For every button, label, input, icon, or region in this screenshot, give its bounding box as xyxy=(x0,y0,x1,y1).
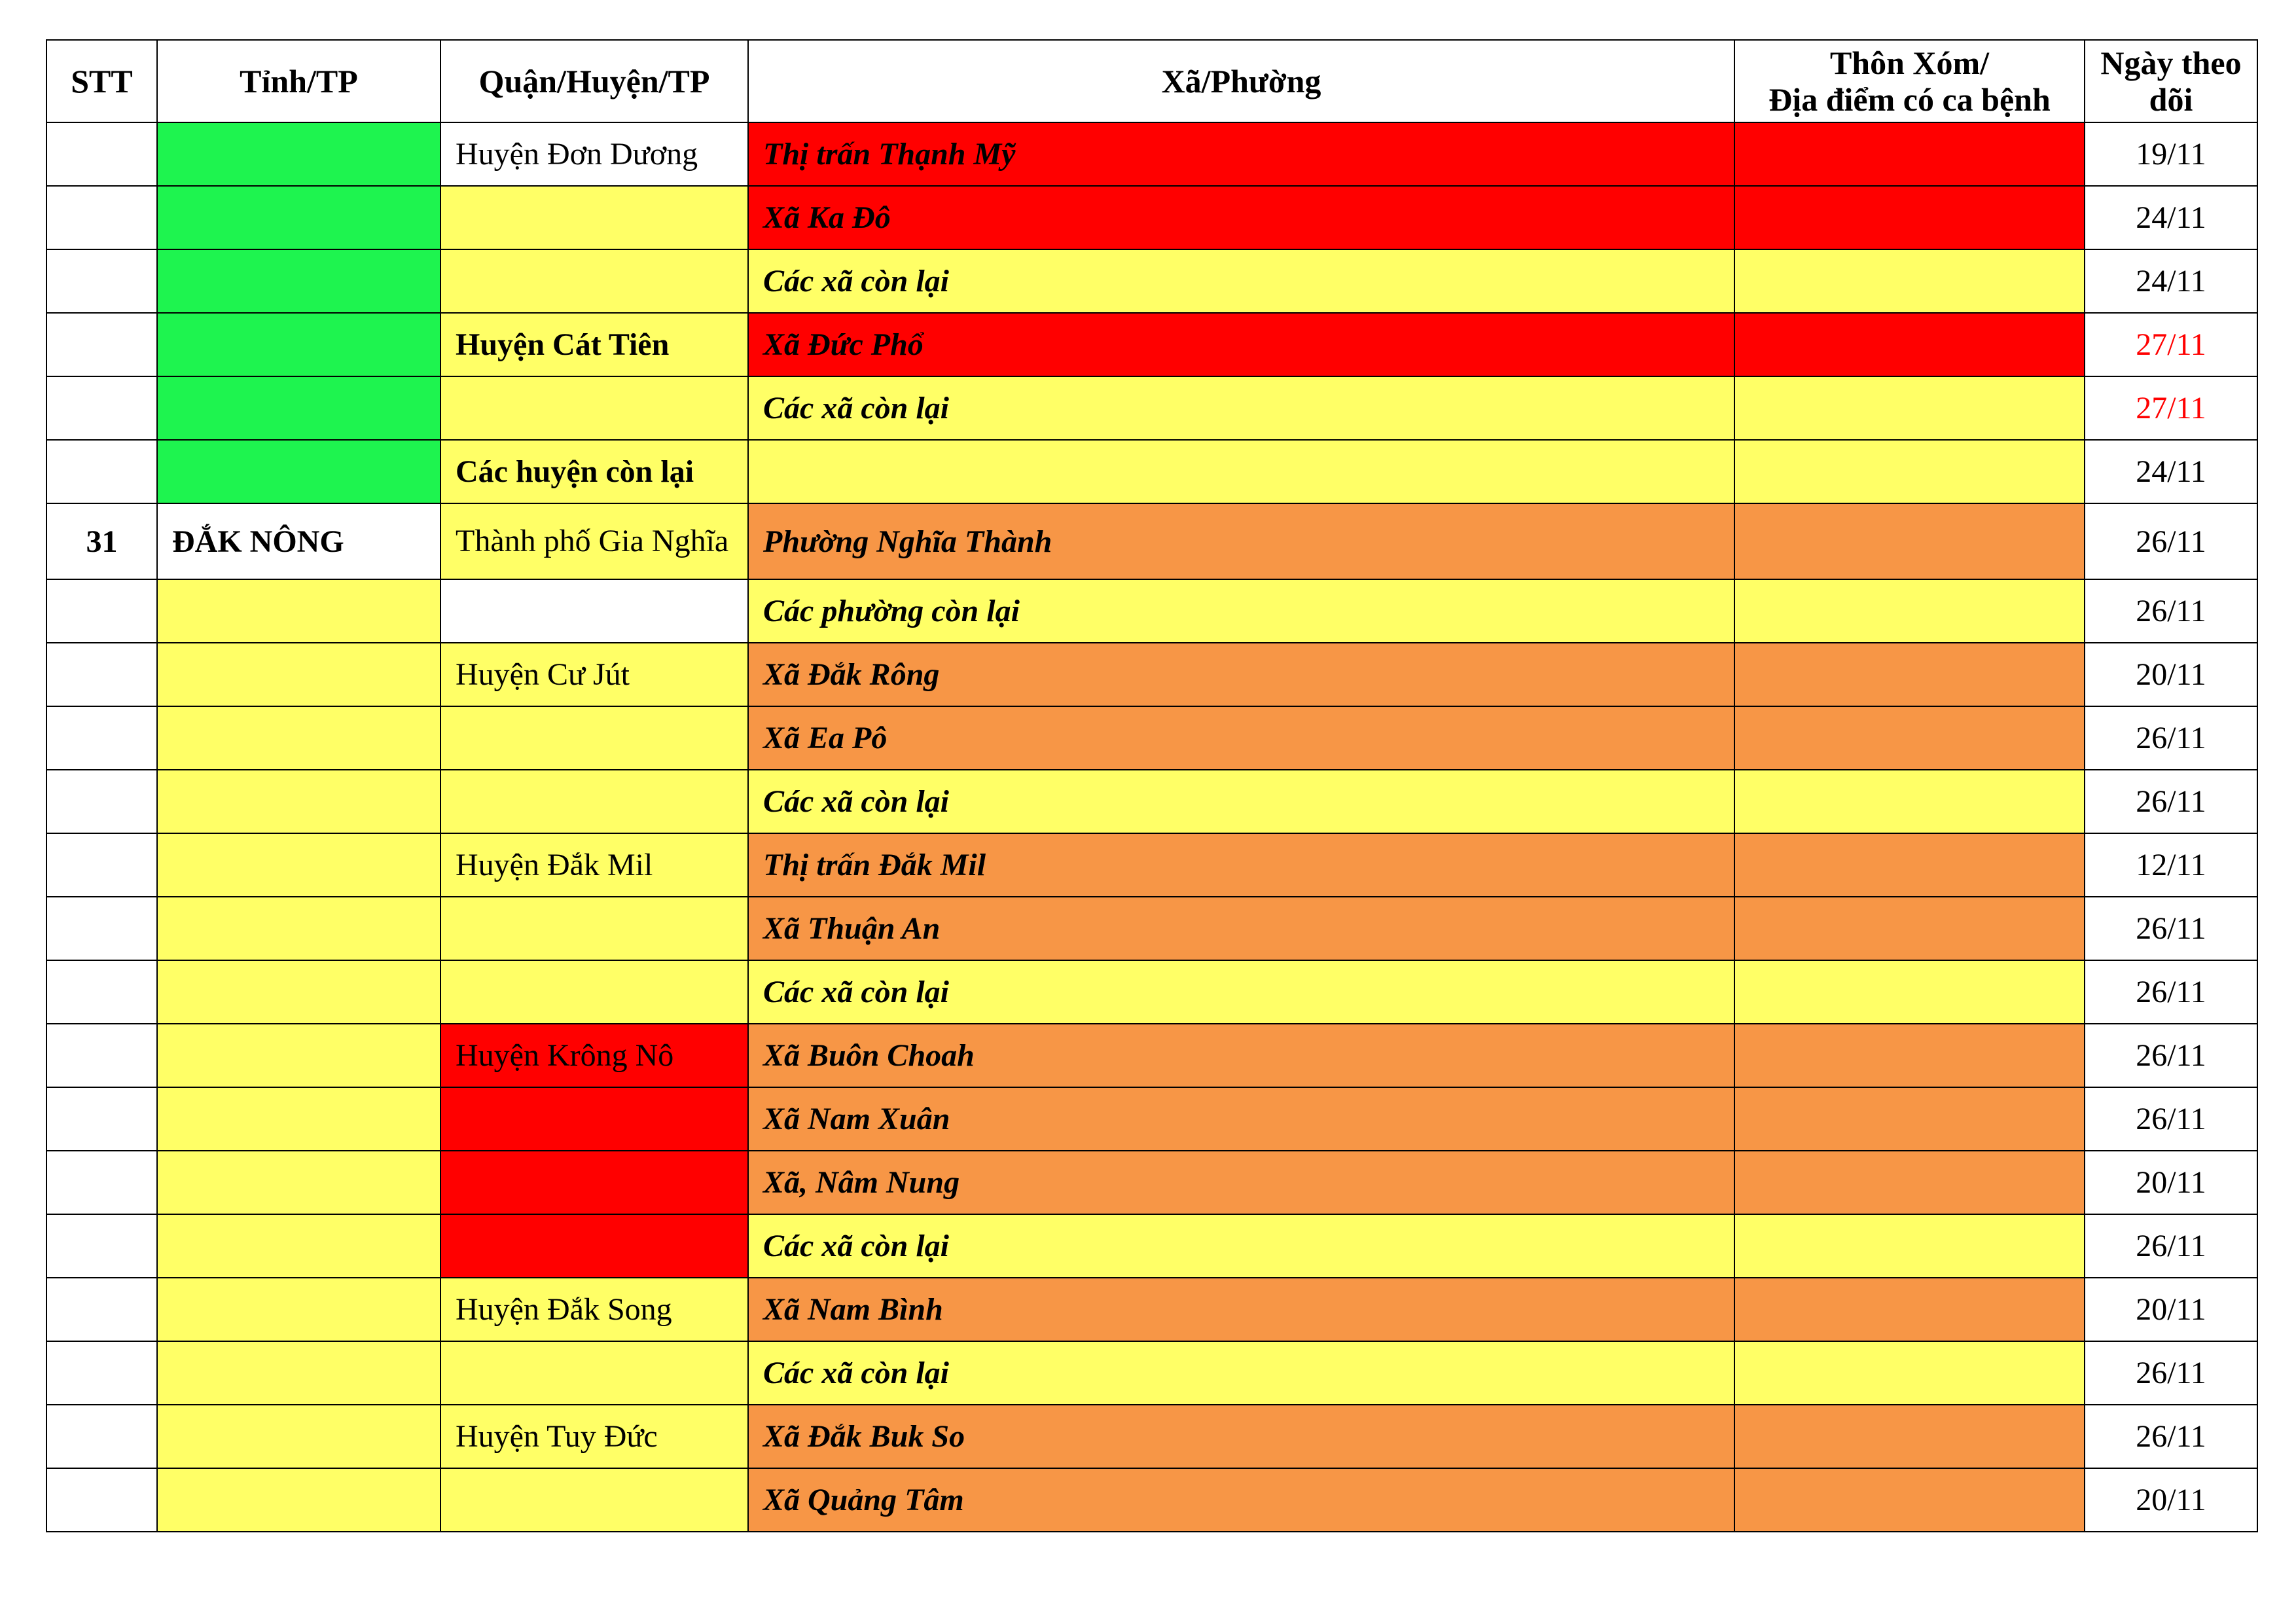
hamlet-cell xyxy=(1734,503,2085,579)
covid-risk-table xyxy=(46,39,2258,1532)
stt-cell xyxy=(46,186,157,249)
commune-cell: Thị trấn Đắk Mil xyxy=(748,833,1734,897)
hamlet-cell xyxy=(1734,643,2085,706)
province-cell xyxy=(157,122,440,186)
table-row xyxy=(46,643,2257,706)
province-cell xyxy=(157,1278,440,1341)
table-row xyxy=(46,1341,2257,1405)
stt-cell xyxy=(46,833,157,897)
hamlet-cell xyxy=(1734,313,2085,376)
date-cell: 20/11 xyxy=(2085,1468,2257,1532)
hamlet-cell xyxy=(1734,1341,2085,1405)
date-cell: 12/11 xyxy=(2085,833,2257,897)
date-cell: 19/11 xyxy=(2085,122,2257,186)
table-row xyxy=(46,503,2257,579)
district-cell xyxy=(440,1341,748,1405)
province-cell xyxy=(157,1214,440,1278)
table-row xyxy=(46,770,2257,833)
hamlet-cell xyxy=(1734,1214,2085,1278)
table-row xyxy=(46,1405,2257,1468)
province-cell xyxy=(157,706,440,770)
province-cell xyxy=(157,579,440,643)
table-row xyxy=(46,897,2257,960)
stt-cell xyxy=(46,1468,157,1532)
commune-cell: Xã Đắk Buk So xyxy=(748,1405,1734,1468)
hamlet-cell xyxy=(1734,770,2085,833)
hamlet-cell xyxy=(1734,833,2085,897)
hamlet-cell xyxy=(1734,897,2085,960)
district-cell: Huyện Cát Tiên xyxy=(440,313,748,376)
stt-cell xyxy=(46,313,157,376)
district-cell xyxy=(440,706,748,770)
district-cell: Huyện Đắk Song xyxy=(440,1278,748,1341)
header-stt: STT xyxy=(46,40,157,122)
header-district: Quận/Huyện/TP xyxy=(440,40,748,122)
stt-cell xyxy=(46,440,157,503)
table-row xyxy=(46,1087,2257,1151)
hamlet-cell xyxy=(1734,1405,2085,1468)
district-cell xyxy=(440,186,748,249)
district-cell xyxy=(440,376,748,440)
hamlet-cell xyxy=(1734,122,2085,186)
header-date: Ngày theo dõi xyxy=(2085,40,2257,122)
date-cell: 24/11 xyxy=(2085,249,2257,313)
stt-cell xyxy=(46,643,157,706)
table-row xyxy=(46,1468,2257,1532)
hamlet-cell xyxy=(1734,1087,2085,1151)
hamlet-cell xyxy=(1734,376,2085,440)
hamlet-cell xyxy=(1734,186,2085,249)
date-cell: 26/11 xyxy=(2085,897,2257,960)
district-cell: Huyện Cư Jút xyxy=(440,643,748,706)
hamlet-cell xyxy=(1734,440,2085,503)
date-cell: 26/11 xyxy=(2085,503,2257,579)
header-commune: Xã/Phường xyxy=(748,40,1734,122)
table-row xyxy=(46,122,2257,186)
commune-cell: Xã Đắk Rông xyxy=(748,643,1734,706)
commune-cell: Các phường còn lại xyxy=(748,579,1734,643)
date-cell: 26/11 xyxy=(2085,579,2257,643)
stt-cell xyxy=(46,1151,157,1214)
date-cell: 24/11 xyxy=(2085,440,2257,503)
province-cell: ĐẮK NÔNG xyxy=(157,503,440,579)
commune-cell: Xã Ea Pô xyxy=(748,706,1734,770)
table-row xyxy=(46,313,2257,376)
commune-cell: Các xã còn lại xyxy=(748,1214,1734,1278)
date-cell: 26/11 xyxy=(2085,960,2257,1024)
table-row xyxy=(46,186,2257,249)
hamlet-cell xyxy=(1734,1468,2085,1532)
date-cell: 20/11 xyxy=(2085,1151,2257,1214)
table-row xyxy=(46,1024,2257,1087)
hamlet-cell xyxy=(1734,579,2085,643)
table-row xyxy=(46,1214,2257,1278)
stt-cell xyxy=(46,122,157,186)
commune-cell: Xã Nam Bình xyxy=(748,1278,1734,1341)
date-cell: 26/11 xyxy=(2085,770,2257,833)
province-cell xyxy=(157,249,440,313)
province-cell xyxy=(157,960,440,1024)
date-cell: 26/11 xyxy=(2085,1341,2257,1405)
hamlet-cell xyxy=(1734,249,2085,313)
stt-cell: 31 xyxy=(46,503,157,579)
date-cell: 26/11 xyxy=(2085,706,2257,770)
district-cell: Huyện Đơn Dương xyxy=(440,122,748,186)
table-row xyxy=(46,833,2257,897)
commune-cell: Xã Quảng Tâm xyxy=(748,1468,1734,1532)
province-cell xyxy=(157,1024,440,1087)
district-cell xyxy=(440,1214,748,1278)
stt-cell xyxy=(46,1024,157,1087)
stt-cell xyxy=(46,579,157,643)
district-cell xyxy=(440,249,748,313)
commune-cell: Các xã còn lại xyxy=(748,770,1734,833)
district-cell xyxy=(440,1468,748,1532)
commune-cell xyxy=(748,440,1734,503)
district-cell xyxy=(440,1087,748,1151)
hamlet-cell xyxy=(1734,1278,2085,1341)
district-cell: Huyện Krông Nô xyxy=(440,1024,748,1087)
commune-cell: Xã, Nâm Nung xyxy=(748,1151,1734,1214)
commune-cell: Thị trấn Thạnh Mỹ xyxy=(748,122,1734,186)
stt-cell xyxy=(46,249,157,313)
hamlet-cell xyxy=(1734,1151,2085,1214)
date-cell: 26/11 xyxy=(2085,1087,2257,1151)
stt-cell xyxy=(46,770,157,833)
commune-cell: Các xã còn lại xyxy=(748,249,1734,313)
header-province: Tỉnh/TP xyxy=(157,40,440,122)
header-hamlet-line2: Địa điểm có ca bệnh xyxy=(1768,81,2051,118)
date-cell: 26/11 xyxy=(2085,1214,2257,1278)
hamlet-cell xyxy=(1734,706,2085,770)
table-row xyxy=(46,376,2257,440)
table-row xyxy=(46,249,2257,313)
province-cell xyxy=(157,1087,440,1151)
province-cell xyxy=(157,833,440,897)
commune-cell: Xã Nam Xuân xyxy=(748,1087,1734,1151)
hamlet-cell xyxy=(1734,960,2085,1024)
district-cell: Huyện Tuy Đức xyxy=(440,1405,748,1468)
date-cell: 26/11 xyxy=(2085,1024,2257,1087)
stt-cell xyxy=(46,1278,157,1341)
table-row xyxy=(46,1278,2257,1341)
district-cell: Thành phố Gia Nghĩa xyxy=(440,503,748,579)
header-hamlet-line1: Thôn Xóm/ xyxy=(1829,45,1990,81)
commune-cell: Các xã còn lại xyxy=(748,960,1734,1024)
province-cell xyxy=(157,313,440,376)
date-cell: 20/11 xyxy=(2085,643,2257,706)
province-cell xyxy=(157,1405,440,1468)
table-row xyxy=(46,1151,2257,1214)
province-cell xyxy=(157,643,440,706)
province-cell xyxy=(157,1341,440,1405)
commune-cell: Các xã còn lại xyxy=(748,1341,1734,1405)
commune-cell: Phường Nghĩa Thành xyxy=(748,503,1734,579)
table-row xyxy=(46,706,2257,770)
stt-cell xyxy=(46,1341,157,1405)
province-cell xyxy=(157,376,440,440)
commune-cell: Xã Thuận An xyxy=(748,897,1734,960)
table-row xyxy=(46,579,2257,643)
stt-cell xyxy=(46,376,157,440)
province-cell xyxy=(157,1151,440,1214)
province-cell xyxy=(157,186,440,249)
district-cell xyxy=(440,897,748,960)
date-cell: 27/11 xyxy=(2085,313,2257,376)
stt-cell xyxy=(46,1087,157,1151)
stt-cell xyxy=(46,706,157,770)
table-row xyxy=(46,440,2257,503)
commune-cell: Xã Ka Đô xyxy=(748,186,1734,249)
commune-cell: Các xã còn lại xyxy=(748,376,1734,440)
stt-cell xyxy=(46,1405,157,1468)
table-row xyxy=(46,960,2257,1024)
stt-cell xyxy=(46,1214,157,1278)
date-cell: 24/11 xyxy=(2085,186,2257,249)
header-hamlet xyxy=(1734,40,2085,122)
province-cell xyxy=(157,440,440,503)
district-cell xyxy=(440,960,748,1024)
district-cell: Huyện Đắk Mil xyxy=(440,833,748,897)
district-cell xyxy=(440,1151,748,1214)
stt-cell xyxy=(46,960,157,1024)
stt-cell xyxy=(46,897,157,960)
header-row xyxy=(46,40,2257,122)
date-cell: 20/11 xyxy=(2085,1278,2257,1341)
date-cell: 26/11 xyxy=(2085,1405,2257,1468)
province-cell xyxy=(157,770,440,833)
province-cell xyxy=(157,1468,440,1532)
district-cell xyxy=(440,770,748,833)
district-cell xyxy=(440,579,748,643)
date-cell: 27/11 xyxy=(2085,376,2257,440)
district-cell: Các huyện còn lại xyxy=(440,440,748,503)
province-cell xyxy=(157,897,440,960)
commune-cell: Xã Đức Phổ xyxy=(748,313,1734,376)
hamlet-cell xyxy=(1734,1024,2085,1087)
commune-cell: Xã Buôn Choah xyxy=(748,1024,1734,1087)
